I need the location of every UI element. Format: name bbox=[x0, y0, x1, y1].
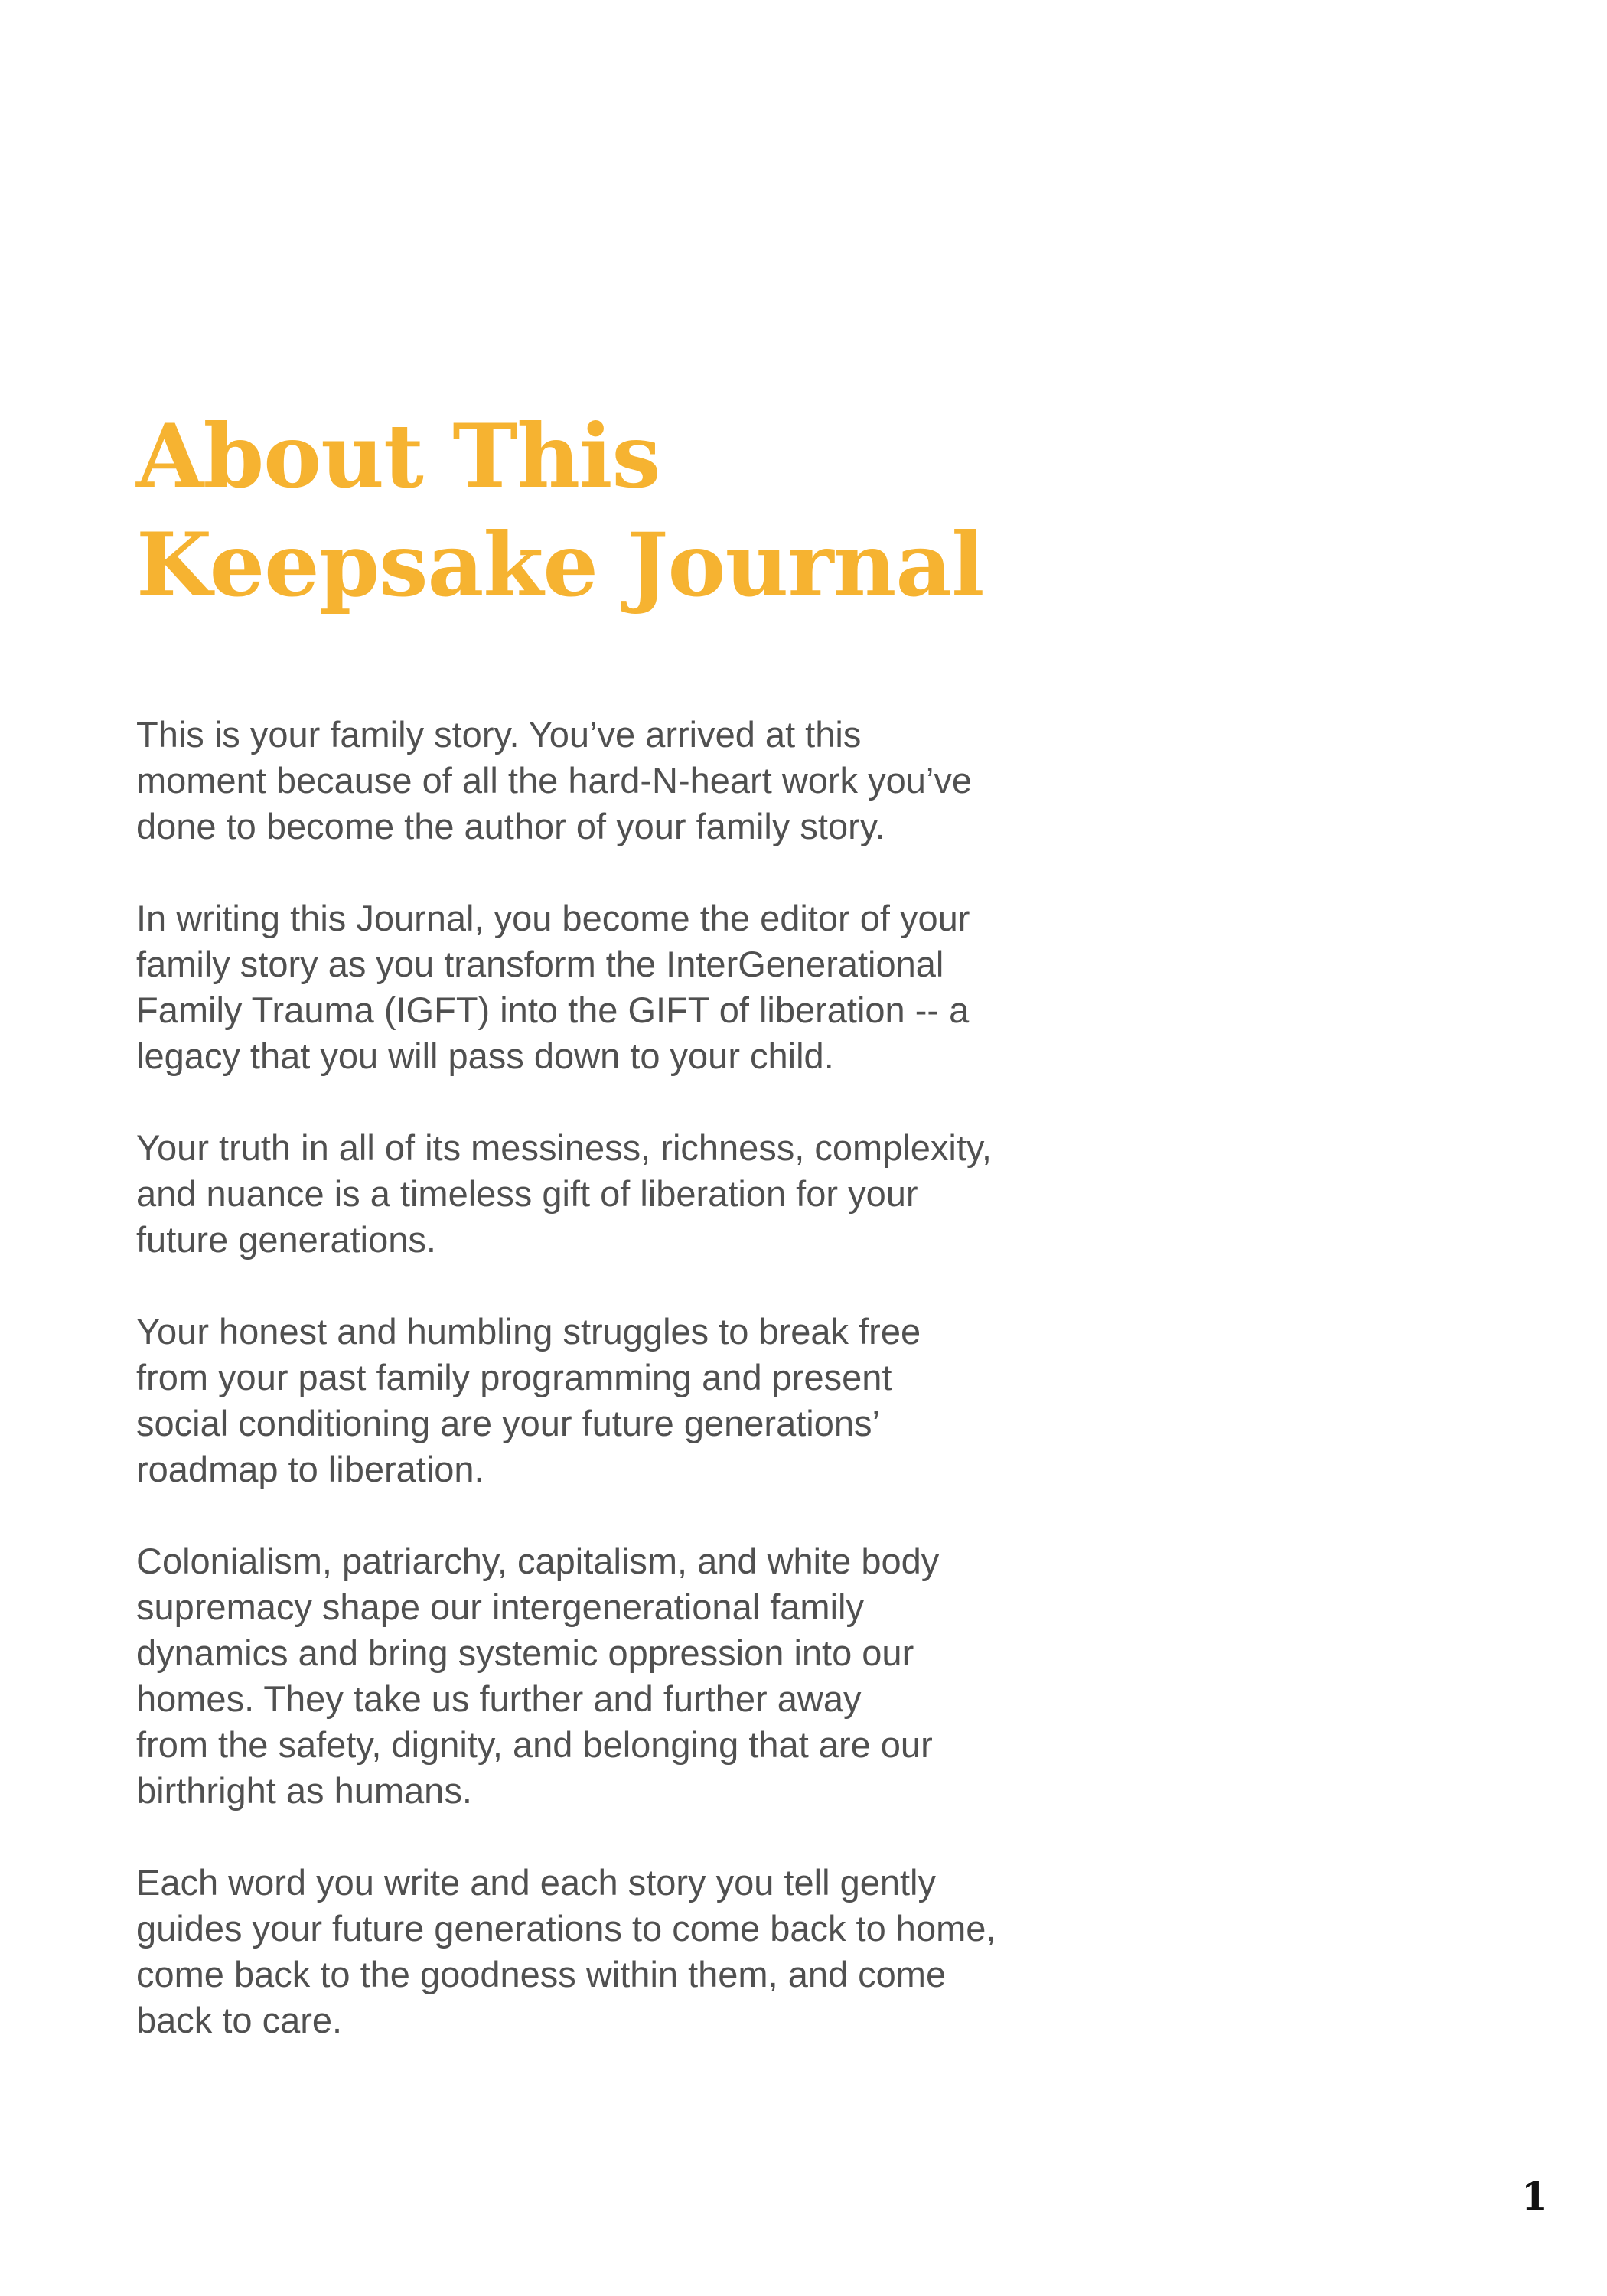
paragraph-4 bbox=[136, 1309, 1116, 1492]
paragraph-line: Your truth in all of its messiness, richness, complexity, bbox=[136, 1127, 992, 1168]
paragraph-line: This is your family story. You’ve arrived at this bbox=[136, 714, 862, 755]
paragraph-6 bbox=[136, 1860, 1116, 2043]
paragraph-line: roadmap to liberation. bbox=[136, 1449, 484, 1489]
paragraph-line: guides your future generations to come back to home, bbox=[136, 1908, 996, 1949]
page-title bbox=[136, 402, 1208, 619]
paragraph-line: come back to the goodness within them, and come bbox=[136, 1954, 947, 1994]
page-number: 1 bbox=[1521, 2174, 1548, 2219]
paragraph-line: In writing this Journal, you become the editor of your bbox=[136, 898, 970, 938]
body-text bbox=[136, 712, 1116, 2089]
paragraph-line: Colonialism, patriarchy, capitalism, and white body bbox=[136, 1541, 940, 1581]
paragraph-line: Each word you write and each story you tell gently bbox=[136, 1862, 936, 1903]
title-line-2: Keepsake Journal bbox=[136, 514, 984, 616]
paragraph-line: from the safety, dignity, and belonging that are our bbox=[136, 1724, 933, 1765]
paragraph-1 bbox=[136, 712, 1116, 850]
paragraph-line: and nuance is a timeless gift of liberation for your bbox=[136, 1173, 918, 1214]
paragraph-line: moment because of all the hard-N-heart work you’ve bbox=[136, 760, 972, 801]
paragraph-line: social conditioning are your future generations’ bbox=[136, 1403, 880, 1443]
title-line-1: About This bbox=[136, 405, 660, 507]
paragraph-line: dynamics and bring systemic oppression into our bbox=[136, 1632, 914, 1673]
paragraph-line: from your past family programming and present bbox=[136, 1357, 892, 1397]
paragraph-line: back to care. bbox=[136, 2000, 343, 2040]
paragraph-2 bbox=[136, 895, 1116, 1079]
paragraph-line: future generations. bbox=[136, 1219, 436, 1260]
paragraph-line: done to become the author of your family story. bbox=[136, 806, 885, 846]
paragraph-line: homes. They take us further and further away bbox=[136, 1678, 862, 1719]
paragraph-5 bbox=[136, 1538, 1116, 1814]
paragraph-3 bbox=[136, 1125, 1116, 1263]
paragraph-line: supremacy shape our intergenerational family bbox=[136, 1587, 864, 1627]
paragraph-line: Family Trauma (IGFT) into the GIFT of liberation -- a bbox=[136, 990, 970, 1030]
paragraph-line: Your honest and humbling struggles to break free bbox=[136, 1311, 921, 1352]
paragraph-line: legacy that you will pass down to your child. bbox=[136, 1035, 834, 1076]
paragraph-line: birthright as humans. bbox=[136, 1770, 472, 1811]
paragraph-line: family story as you transform the InterGenerational bbox=[136, 944, 944, 984]
